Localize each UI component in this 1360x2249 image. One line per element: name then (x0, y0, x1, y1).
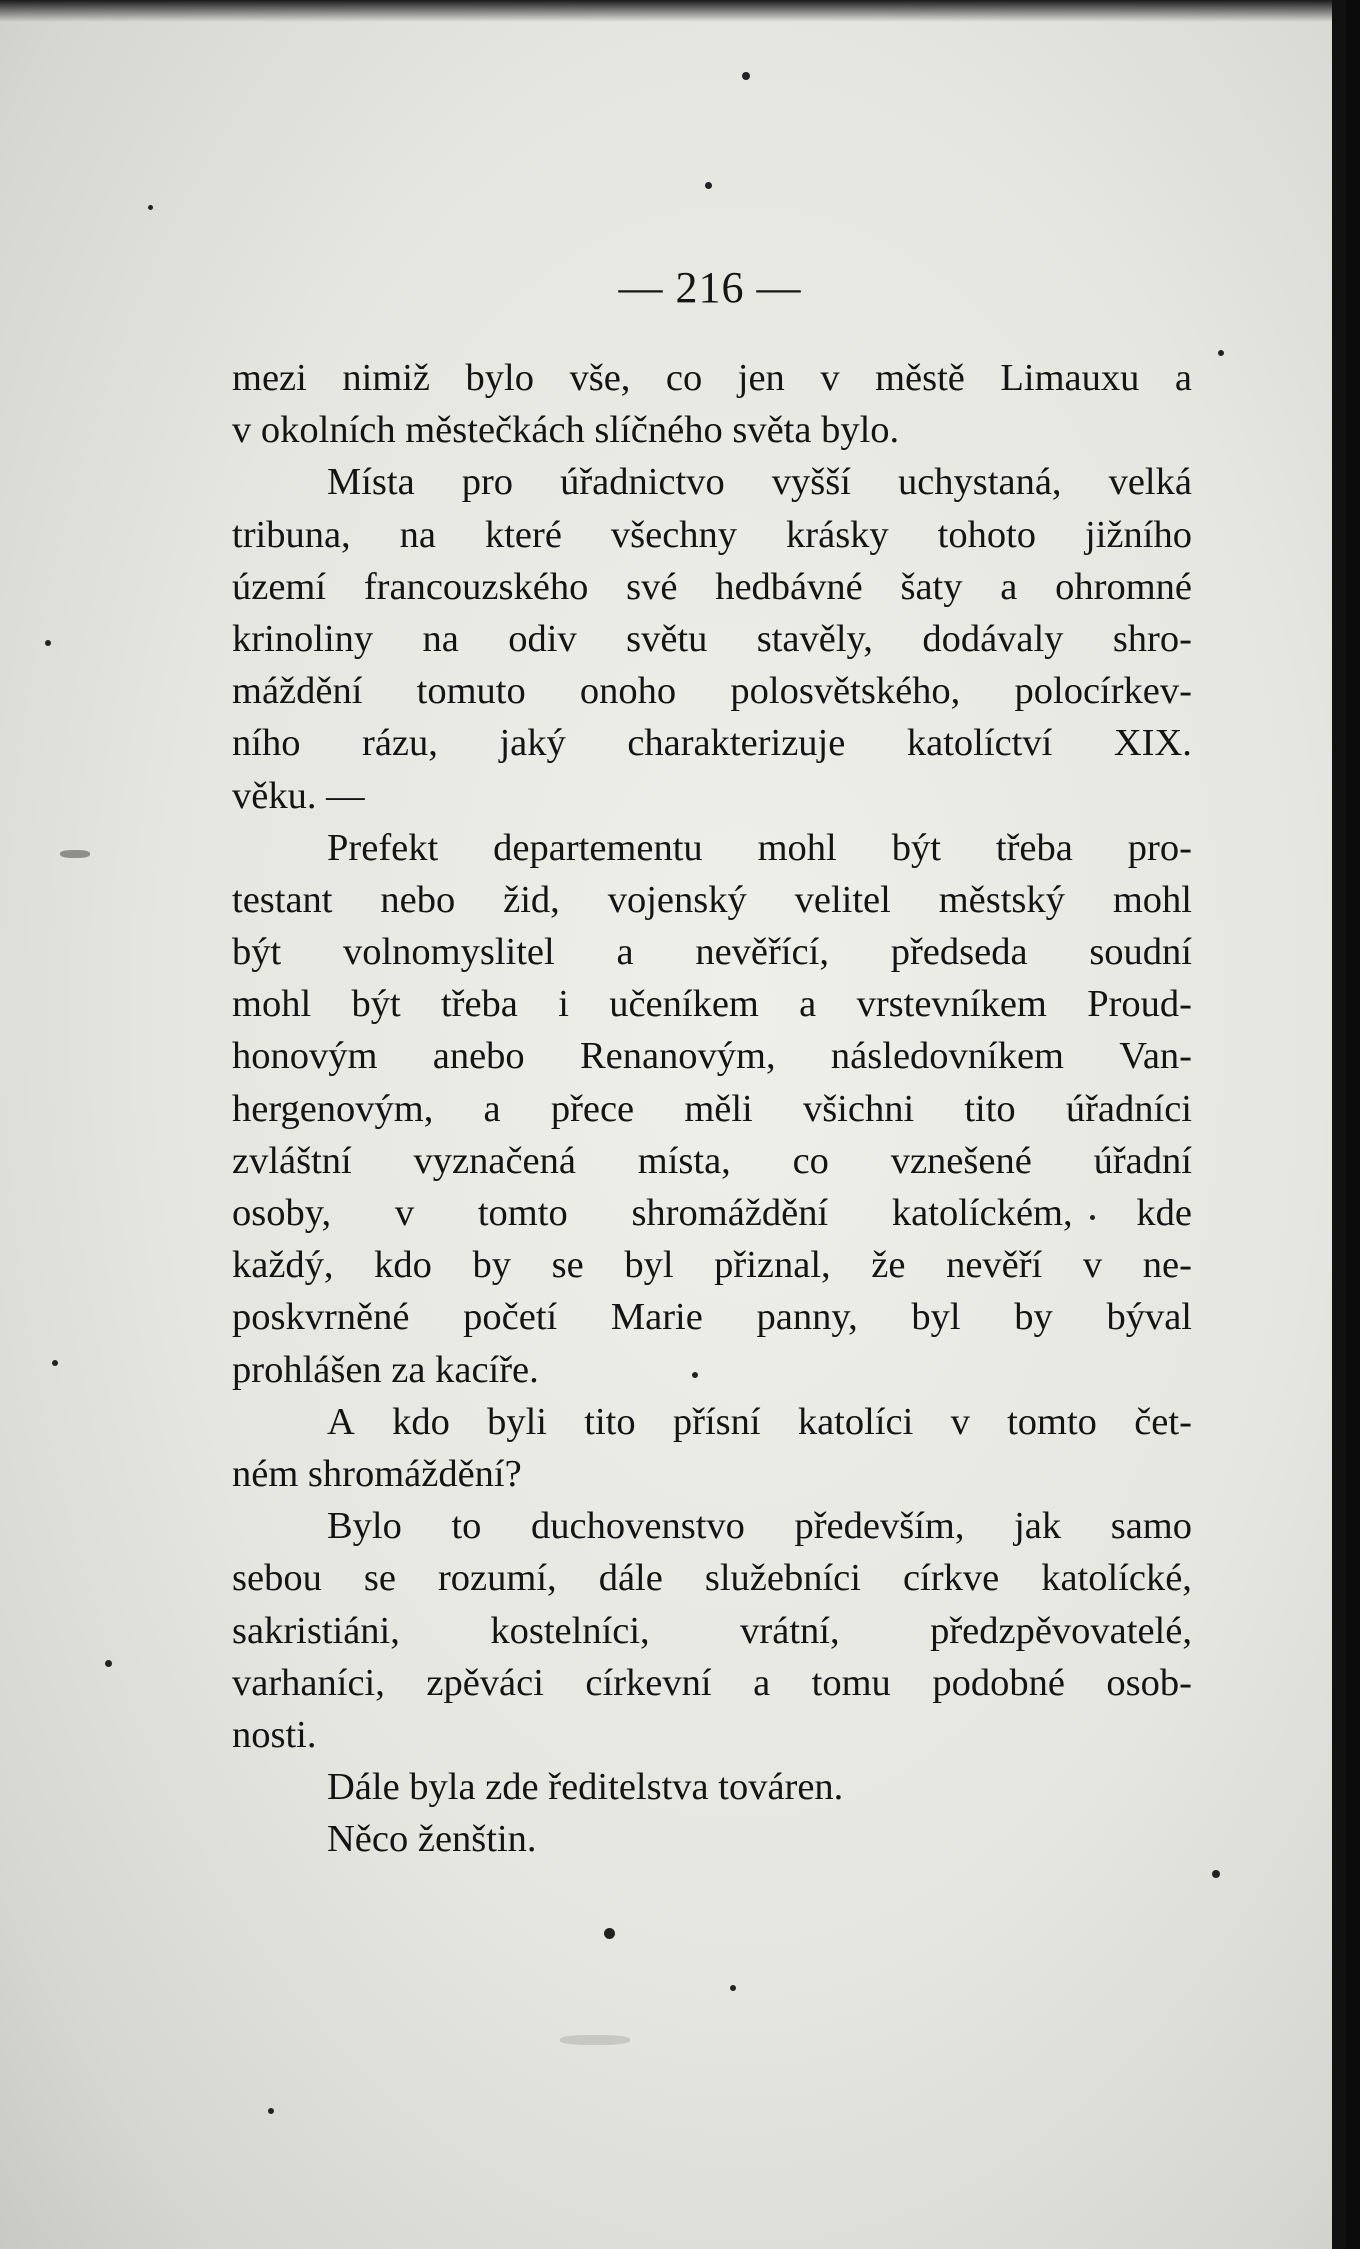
word: velitel (794, 878, 891, 921)
word: ne- (1142, 1244, 1192, 1287)
word: a (753, 1661, 771, 1704)
text-line-content (232, 874, 1192, 926)
word: soudní (1089, 931, 1192, 974)
word: a (799, 983, 817, 1026)
word: XIX. (1113, 722, 1192, 765)
word: dodávaly (922, 617, 1064, 660)
word: býval (1106, 1296, 1192, 1339)
scan-speck (560, 2035, 630, 2045)
word: nebo (380, 878, 456, 921)
text-line (232, 770, 1192, 822)
word: ohromné (1055, 565, 1192, 608)
scan-speck (268, 2108, 274, 2114)
word: panny, (756, 1296, 858, 1339)
text-line (232, 822, 1192, 874)
word: poskvrněné (232, 1296, 410, 1339)
word: a (1174, 357, 1192, 399)
text-line-content (232, 1083, 1192, 1135)
text-line-content: Něco ženštin. (327, 1818, 537, 1861)
word: vyšší (771, 461, 851, 504)
word: zvláštní (232, 1139, 352, 1182)
word: se (363, 1557, 396, 1600)
word: Marie (610, 1296, 703, 1339)
text-line (232, 874, 1192, 926)
text-line (232, 978, 1192, 1030)
scan-speck (1212, 1870, 1220, 1878)
word: mezi (232, 357, 307, 399)
word: katolíckém, (891, 1192, 1073, 1234)
word: jak (1014, 1505, 1062, 1548)
word: tohoto (937, 513, 1037, 556)
word: nimiž (342, 357, 431, 399)
word: Místa (327, 461, 415, 504)
text-line-content: v okolních městečkách slíčného světa bylo. (232, 409, 900, 452)
word: území (232, 565, 327, 608)
word: volnomyslitel (342, 931, 555, 974)
word: přece (550, 1087, 635, 1130)
scan-speck (705, 182, 712, 189)
word: nevěří (946, 1244, 1043, 1287)
scan-speck (742, 72, 750, 80)
text-line (232, 1500, 1192, 1552)
word: katolícké, (1041, 1557, 1192, 1600)
page-top-shadow (0, 0, 1346, 22)
scan-speck (604, 1928, 615, 1939)
scan-speck (1090, 1215, 1095, 1220)
word: kostelníci, (490, 1609, 650, 1652)
word: pro (461, 461, 514, 504)
word: žid, (503, 878, 560, 921)
text-line (232, 1709, 1192, 1761)
text-line-content (232, 352, 1192, 404)
text-line-content (327, 1500, 1192, 1552)
word: ního (232, 722, 301, 765)
word: vyznačená (413, 1139, 576, 1182)
word: kde (1136, 1192, 1192, 1234)
word: v (950, 1400, 970, 1443)
text-line-content: ném shromáždění? (232, 1452, 522, 1495)
word: následovníkem (830, 1035, 1065, 1078)
text-line-content (232, 926, 1192, 978)
word: bylo (465, 357, 534, 399)
word: se (551, 1244, 584, 1287)
word: krásky (786, 513, 889, 556)
word: třeba (440, 983, 518, 1026)
word: vrstevníkem (856, 983, 1047, 1026)
word: v (820, 357, 840, 399)
text-line-content (232, 561, 1192, 613)
word: které (484, 513, 562, 556)
text-line (232, 1083, 1192, 1135)
word: služebníci (704, 1557, 861, 1600)
word: čet- (1134, 1400, 1192, 1443)
word: v (394, 1192, 415, 1234)
word: městě (875, 357, 965, 399)
word: hergenovým, (232, 1087, 434, 1130)
text-line (232, 1813, 1192, 1865)
text-line (232, 1605, 1192, 1657)
word: honovým (232, 1035, 378, 1078)
word: každý, (232, 1244, 334, 1287)
word: tomuto (416, 670, 526, 713)
word: by (1014, 1296, 1053, 1339)
word: Proud- (1087, 983, 1192, 1026)
word: zpěváci (426, 1661, 544, 1704)
text-line (232, 1396, 1192, 1448)
word: na (399, 513, 436, 556)
text-line (232, 1657, 1192, 1709)
text-line-content (232, 1291, 1192, 1343)
word: předzpěvovatelé, (930, 1609, 1192, 1652)
text-line (232, 717, 1192, 769)
text-line-content (232, 1605, 1192, 1657)
word: rozumí, (437, 1557, 557, 1600)
page-number: — 216 — (618, 263, 802, 312)
word: jaký (499, 722, 566, 765)
page-right-edge (1332, 0, 1346, 2249)
word: tribuna, (232, 513, 351, 556)
text-line (232, 1761, 1192, 1813)
text-line-content: nosti. (232, 1713, 317, 1756)
text-line (232, 1291, 1192, 1343)
word: testant (232, 878, 333, 921)
body-text (232, 352, 1192, 1865)
word: a (483, 1087, 501, 1130)
word: Van- (1119, 1035, 1192, 1078)
text-line (232, 1344, 1192, 1396)
word: máždění (232, 670, 363, 713)
text-line-content (232, 1135, 1192, 1187)
text-line (232, 926, 1192, 978)
word: především, (794, 1505, 965, 1548)
word: duchovenstvo (531, 1505, 745, 1548)
word: byl (911, 1296, 961, 1339)
text-line (232, 561, 1192, 613)
word: přísní (672, 1400, 761, 1443)
scan-speck (45, 640, 51, 646)
word: Bylo (327, 1505, 402, 1548)
word: mohl (1112, 878, 1192, 921)
word: jižního (1085, 513, 1192, 556)
word: dále (598, 1557, 663, 1600)
text-line-content (232, 717, 1192, 769)
text-line-content (232, 978, 1192, 1030)
word: být (351, 983, 401, 1026)
word: A (327, 1400, 355, 1443)
text-line (232, 1448, 1192, 1500)
word: tomto (477, 1192, 568, 1234)
scan-speck (1218, 350, 1224, 356)
word: hedbávné (715, 565, 863, 608)
word: Renanovým, (579, 1035, 776, 1078)
text-line-content (232, 1657, 1192, 1709)
word: i (558, 983, 569, 1026)
word: polosvětského, (730, 670, 961, 713)
word: nevěřící, (695, 931, 829, 974)
word: tito (964, 1087, 1016, 1130)
word: onoho (579, 670, 677, 713)
text-line-content (232, 1187, 1192, 1239)
word: varhaníci, (232, 1661, 385, 1704)
word: mohl (232, 983, 312, 1026)
text-line-content (327, 456, 1192, 508)
word: jen (737, 357, 785, 399)
word: městský (938, 878, 1065, 921)
word: místa, (637, 1139, 731, 1182)
text-line-content (232, 665, 1192, 717)
word: třeba (995, 826, 1073, 869)
word: osoby, (232, 1192, 332, 1234)
word: na (422, 617, 459, 660)
text-line-content (232, 613, 1192, 665)
word: předseda (890, 931, 1028, 974)
scan-speck (730, 1985, 736, 1991)
word: katolíci (797, 1400, 914, 1443)
text-line-content: věku. — (232, 774, 365, 817)
word: sakristiáni, (232, 1609, 400, 1652)
word: úřadníci (1065, 1087, 1192, 1130)
word: byl (624, 1244, 674, 1287)
word: shromáždění (631, 1192, 829, 1234)
word: církve (902, 1557, 1000, 1600)
word: světu (626, 617, 708, 660)
word: Prefekt (327, 826, 439, 869)
text-line-content (232, 1239, 1192, 1291)
scan-speck (692, 1372, 698, 1378)
word: byli (487, 1400, 547, 1443)
text-line (232, 509, 1192, 561)
word: Limauxu (1000, 357, 1140, 399)
word: své (626, 565, 678, 608)
word: departementu (493, 826, 703, 869)
word: šaty (900, 565, 963, 608)
word: tomu (811, 1661, 891, 1704)
word: kdo (392, 1400, 450, 1443)
word: církevní (585, 1661, 712, 1704)
word: co (792, 1139, 829, 1182)
word: to (451, 1505, 482, 1548)
word: a (1000, 565, 1018, 608)
text-line (232, 1187, 1192, 1239)
word: že (871, 1244, 906, 1287)
word: uchystaná, (897, 461, 1062, 504)
text-line-content (232, 509, 1192, 561)
word: tito (584, 1400, 636, 1443)
word: krinoliny (232, 617, 374, 660)
text-line (232, 1239, 1192, 1291)
word: anebo (432, 1035, 525, 1078)
text-line (232, 1030, 1192, 1082)
word: všichni (802, 1087, 915, 1130)
word: učeníkem (609, 983, 759, 1026)
scan-speck (52, 1360, 58, 1366)
text-line-content (232, 1030, 1192, 1082)
word: vše, (569, 357, 631, 399)
text-line (232, 613, 1192, 665)
word: charakterizuje (627, 722, 846, 765)
word: francouzského (363, 565, 589, 608)
scan-speck (60, 850, 90, 858)
word: úřadní (1093, 1139, 1192, 1182)
word: podobné (932, 1661, 1065, 1704)
word: tomto (1007, 1400, 1097, 1443)
word: v (1082, 1244, 1103, 1287)
word: stavěly, (756, 617, 873, 660)
word: rázu, (362, 722, 438, 765)
word: všechny (610, 513, 738, 556)
word: přiznal, (714, 1244, 831, 1287)
text-line (232, 1135, 1192, 1187)
text-line (232, 1552, 1192, 1604)
scan-speck (148, 205, 153, 210)
word: početí (463, 1296, 558, 1339)
word: velká (1108, 461, 1192, 504)
text-line-content: prohlášen za kacíře. (232, 1348, 539, 1391)
text-line-content: Dále byla zde ředitelstva továren. (327, 1766, 844, 1809)
word: osob- (1106, 1661, 1192, 1704)
word: shro- (1112, 617, 1192, 660)
text-line-content (327, 1396, 1192, 1448)
word: vojenský (607, 878, 747, 921)
word: katolíctví (906, 722, 1053, 765)
text-line (232, 665, 1192, 717)
word: odiv (508, 617, 577, 660)
word: být (232, 931, 282, 974)
word: vrátní, (740, 1609, 840, 1652)
word: být (891, 826, 941, 869)
text-line (232, 404, 1192, 456)
word: a (616, 931, 634, 974)
word: sebou (232, 1557, 322, 1600)
word: mohl (757, 826, 837, 869)
word: kdo (374, 1244, 432, 1287)
text-line (232, 352, 1192, 404)
word: polocírkev- (1014, 670, 1192, 713)
word: by (472, 1244, 512, 1287)
word: samo (1110, 1505, 1192, 1548)
word: pro- (1127, 826, 1192, 869)
text-line-content (327, 822, 1192, 874)
text-line-content (232, 1552, 1192, 1604)
scan-speck (105, 1660, 112, 1667)
word: vznešené (890, 1139, 1032, 1182)
word: měli (684, 1087, 753, 1130)
word: co (665, 357, 703, 399)
word: úřadnictvo (560, 461, 725, 504)
text-line (232, 456, 1192, 508)
